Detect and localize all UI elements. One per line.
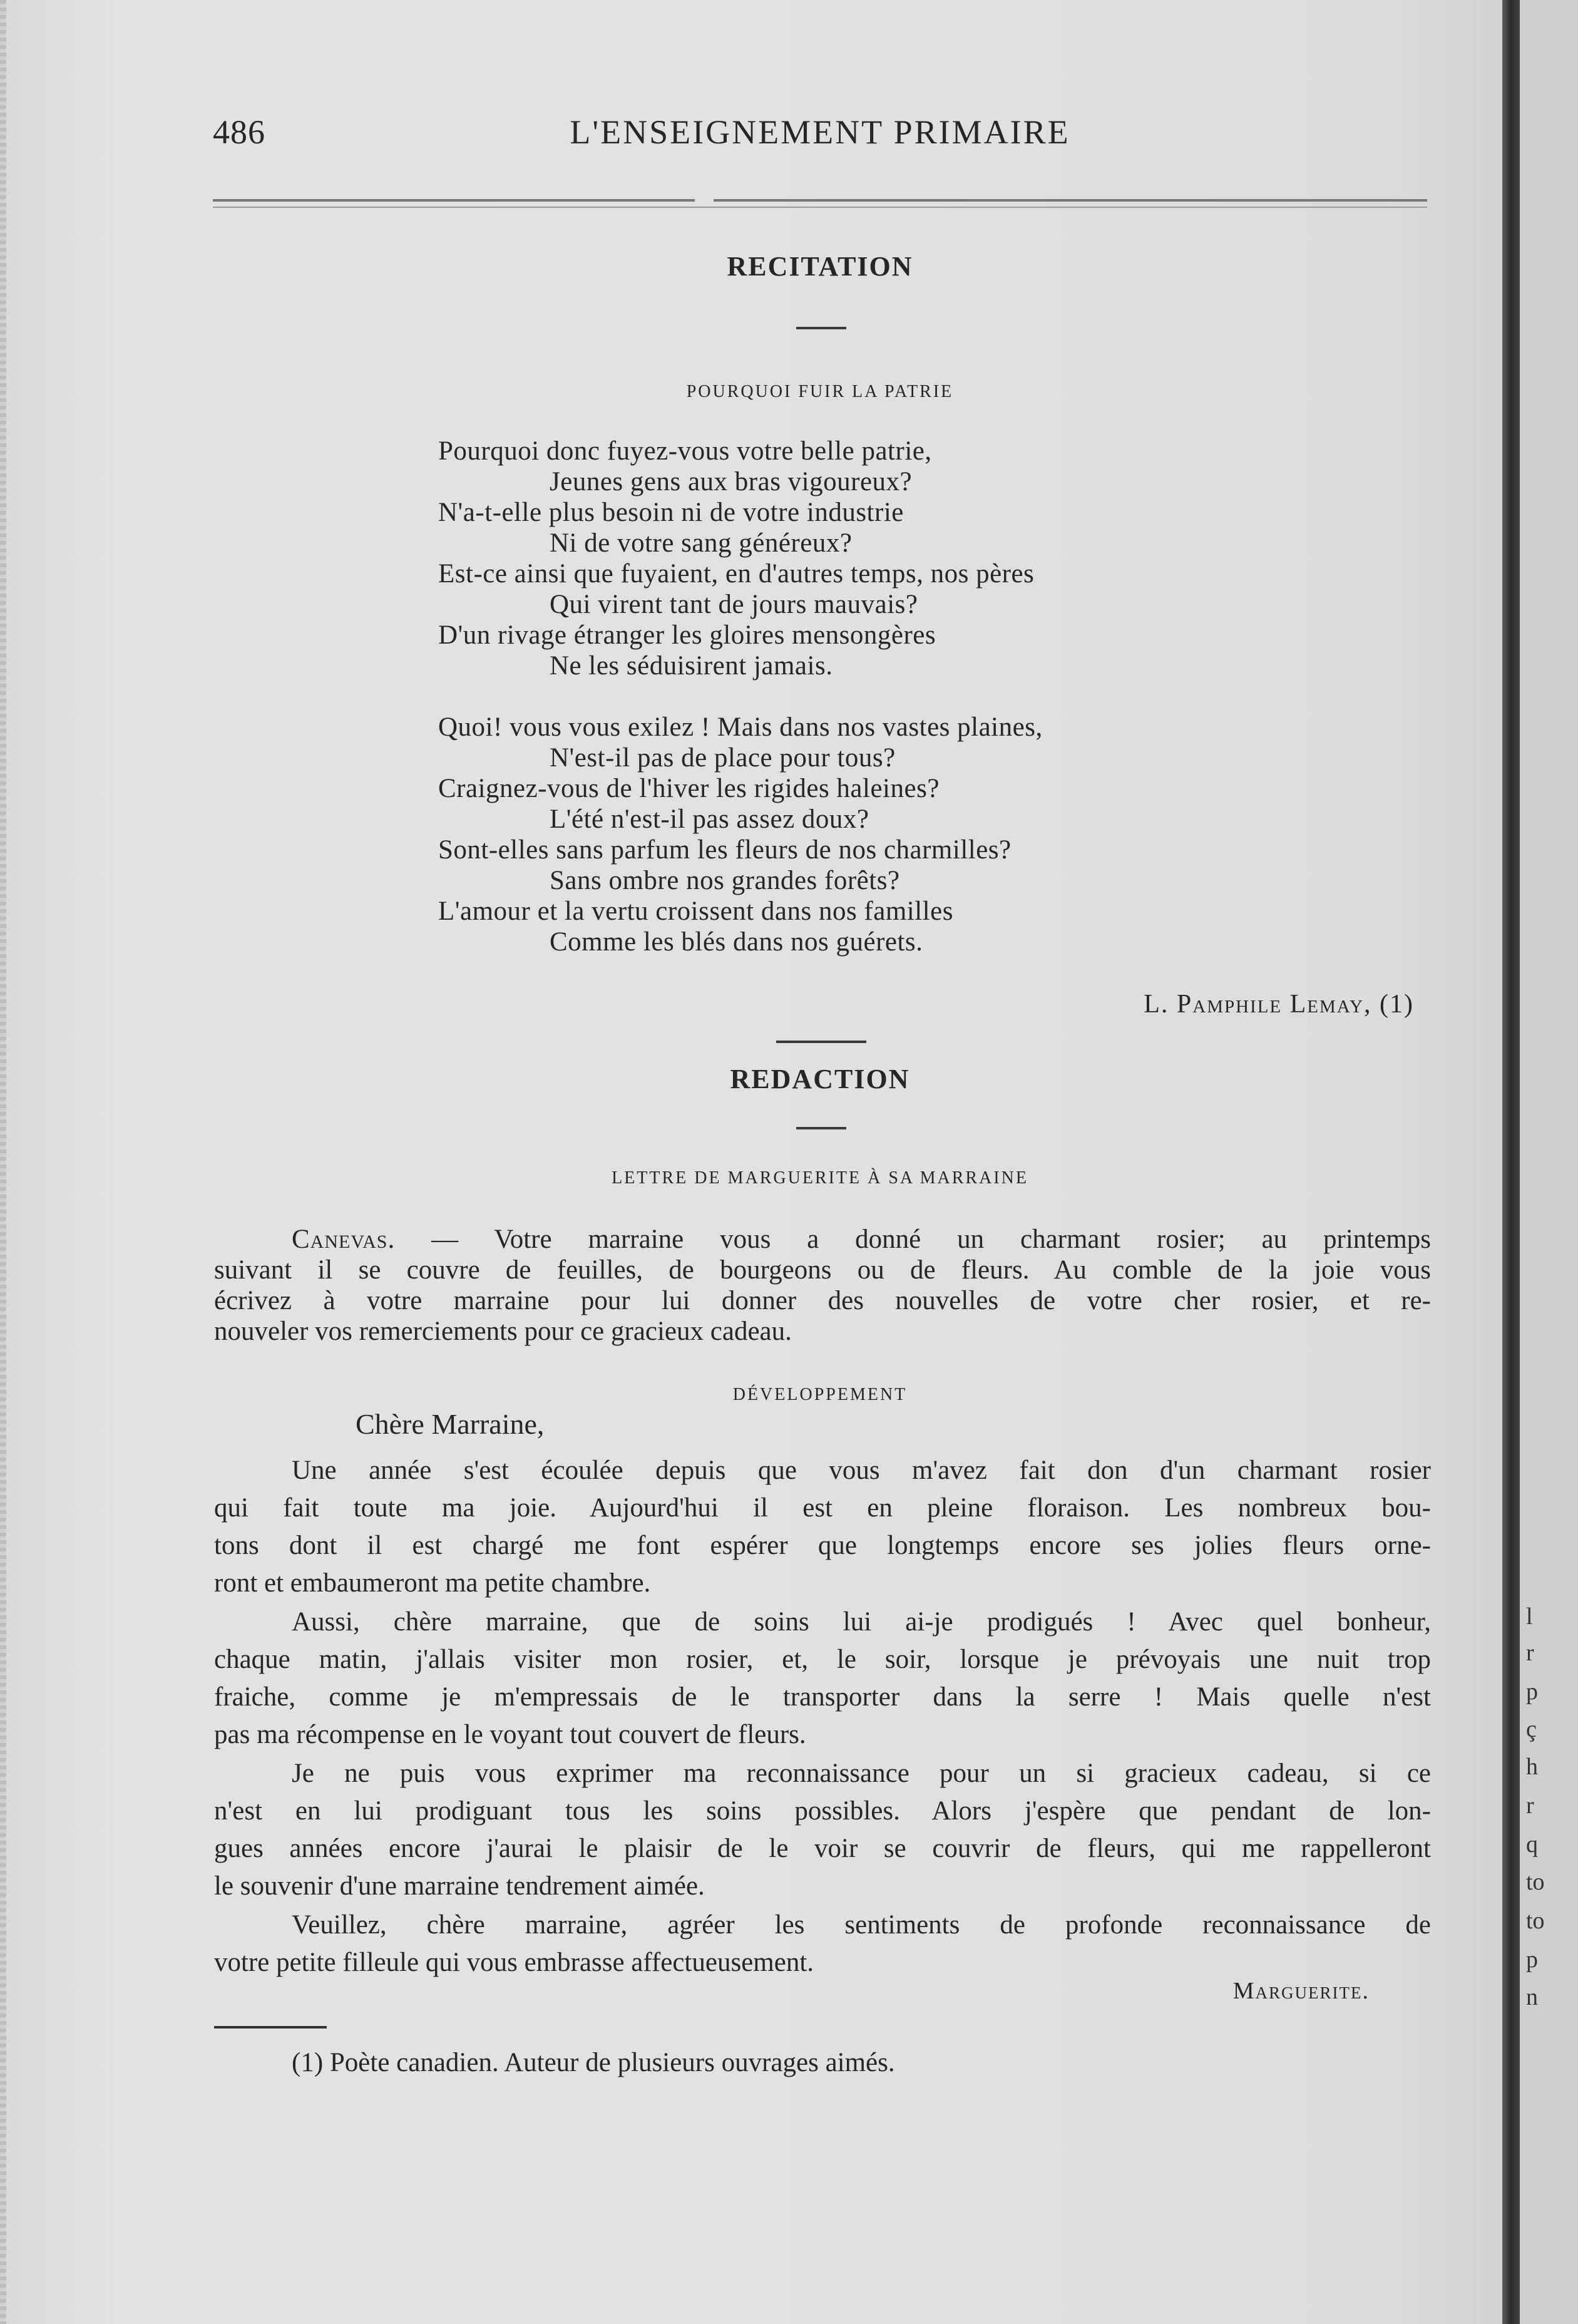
- footnote-rule: [214, 2026, 327, 2028]
- canevas-text: — Votre marraine vous a donné un charmant rosier; au printemps: [431, 1225, 1431, 1254]
- poem-line: Craignez-vous de l'hiver les rigides haleines?: [438, 774, 940, 803]
- header-rule: [714, 199, 1427, 202]
- canevas-line: [292, 1224, 1431, 1255]
- poem-line: Quoi! vous vous exilez ! Mais dans nos vastes plaines,: [438, 712, 1043, 742]
- next-page-fragment: q: [1526, 1831, 1538, 1858]
- page-left-edge: [0, 0, 6, 2324]
- poem-author: L. Pamphile Lemay, (1): [1144, 990, 1414, 1019]
- letter-line: tons dont il est chargé me font espérer que longtemps encore ses jolies fleurs orne-: [214, 1531, 1431, 1560]
- header-rule: [213, 199, 695, 202]
- next-page-fragment: ç: [1526, 1716, 1537, 1742]
- poem-line: Qui virent tant de jours mauvais?: [550, 590, 918, 619]
- letter-line: ront et embaumeront ma petite chambre.: [214, 1568, 651, 1598]
- poem-line: Sans ombre nos grandes forêts?: [550, 866, 900, 895]
- header-rule-thin: [213, 207, 1427, 208]
- poem-line: Est-ce ainsi que fuyaient, en d'autres temps, nos pères: [438, 559, 1035, 589]
- poem-line: N'est-il pas de place pour tous?: [550, 743, 896, 773]
- next-page-fragment: r: [1526, 1640, 1534, 1666]
- letter-line: le souvenir d'une marraine tendrement aimée.: [214, 1871, 705, 1901]
- letter-line: pas ma récompense en le voyant tout couvert de fleurs.: [214, 1720, 806, 1749]
- poem-line: Comme les blés dans nos guérets.: [550, 927, 923, 957]
- canevas-line: nouveler vos remerciements pour ce gracieux cadeau.: [214, 1317, 792, 1346]
- heading-rule: [796, 1127, 846, 1129]
- letter-signature: Marguerite.: [1232, 1978, 1370, 2004]
- developpement-heading: DÉVELOPPEMENT: [732, 1385, 908, 1404]
- letter-line: Aussi, chère marraine, que de soins lui ai-je prodigués ! Avec quel bonheur,: [292, 1607, 1431, 1637]
- poem-line: D'un rivage étranger les gloires mensongères: [438, 620, 936, 650]
- next-page-fragment: l: [1526, 1603, 1533, 1630]
- page-number: 486: [213, 113, 265, 151]
- poem-line: Ni de votre sang généreux?: [550, 528, 853, 558]
- recitation-heading: RECITATION: [727, 251, 913, 282]
- letter-line: gues années encore j'aurai le plaisir de le voir se couvrir de fleurs, qui me rappelleront: [214, 1834, 1431, 1863]
- canevas-line: écrivez à votre marraine pour lui donner des nouvelles de votre cher rosier, et re-: [214, 1286, 1431, 1315]
- heading-rule: [796, 327, 846, 329]
- section-rule: [776, 1041, 866, 1043]
- letter-title: LETTRE DE MARGUERITE À SA MARRAINE: [612, 1168, 1028, 1188]
- next-page-fragment: to: [1526, 1869, 1545, 1895]
- next-page-edge: [1520, 0, 1578, 2324]
- poem-line: Pourquoi donc fuyez-vous votre belle patrie,: [438, 436, 932, 466]
- letter-line: Je ne puis vous exprimer ma reconnaissance pour un si gracieux cadeau, si ce: [292, 1759, 1431, 1788]
- next-page-fragment: p: [1526, 1946, 1538, 1973]
- poem-title: POURQUOI FUIR LA PATRIE: [686, 382, 954, 401]
- poem-line: Sont-elles sans parfum les fleurs de nos charmilles?: [438, 835, 1012, 865]
- letter-line: votre petite filleule qui vous embrasse affectueusement.: [214, 1948, 814, 1977]
- next-page-fragment: p: [1526, 1679, 1538, 1705]
- poem-line: L'été n'est-il pas assez doux?: [550, 805, 869, 834]
- poem-line: L'amour et la vertu croissent dans nos familles: [438, 897, 953, 926]
- redaction-heading: REDACTION: [730, 1064, 910, 1094]
- poem-line: N'a-t-elle plus besoin ni de votre industrie: [438, 498, 904, 527]
- poem-line: Ne les séduisirent jamais.: [550, 651, 833, 681]
- next-page-fragment: n: [1526, 1984, 1538, 2010]
- next-page-fragment: r: [1526, 1792, 1534, 1819]
- canevas-label: Canevas.: [292, 1225, 396, 1254]
- next-page-fragment: h: [1526, 1754, 1538, 1780]
- letter-line: n'est en lui prodiguant tous les soins possibles. Alors j'espère que pendant de lon-: [214, 1796, 1431, 1826]
- letter-salutation: Chère Marraine,: [356, 1408, 545, 1440]
- letter-line: fraiche, comme je m'empressais de le transporter dans la serre ! Mais quelle n'est: [214, 1682, 1431, 1712]
- footnote: (1) Poète canadien. Auteur de plusieurs ouvrages aimés.: [292, 2048, 895, 2077]
- canevas-line: suivant il se couvre de feuilles, de bourgeons ou de fleurs. Au comble de la joie vous: [214, 1255, 1431, 1285]
- letter-line: Veuillez, chère marraine, agréer les sentiments de profonde reconnaissance de: [292, 1910, 1431, 1940]
- poem-line: Jeunes gens aux bras vigoureux?: [550, 467, 913, 496]
- next-page-fragment: to: [1526, 1908, 1545, 1934]
- letter-line: qui fait toute ma joie. Aujourd'hui il est en pleine floraison. Les nombreux bou-: [214, 1493, 1431, 1523]
- running-title: L'ENSEIGNEMENT PRIMAIRE: [570, 113, 1070, 151]
- letter-line: chaque matin, j'allais visiter mon rosier, et, le soir, lorsque je prévoyais une nuit trop: [214, 1645, 1431, 1674]
- book-spine: [1502, 0, 1520, 2324]
- page-header: [213, 113, 1427, 157]
- letter-line: Une année s'est écoulée depuis que vous m'avez fait don d'un charmant rosier: [292, 1456, 1431, 1485]
